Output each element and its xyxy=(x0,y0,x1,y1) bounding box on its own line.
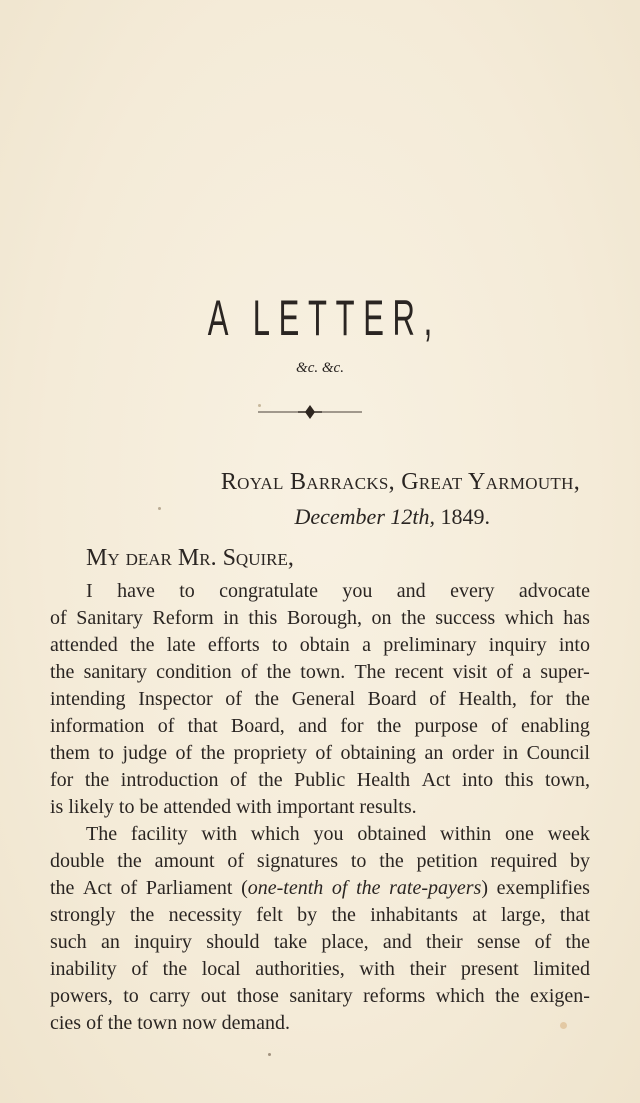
page-title: A LETTER, xyxy=(207,290,441,346)
body-line: such an inquiry should take place, and their sense of the xyxy=(50,931,590,953)
paper-speck xyxy=(258,404,261,407)
body-line: intending Inspector of the General Board of Health, for the xyxy=(50,688,590,710)
letter-date xyxy=(190,503,490,531)
body-line: the Act of Parliament (one-tenth of the rate-payers) exemplifies xyxy=(50,877,590,899)
paper-speck xyxy=(560,1022,567,1029)
body-line: strongly the necessity felt by the inhabitants at large, that xyxy=(50,904,590,926)
body-line: the sanitary condition of the town. The recent visit of a super- xyxy=(50,661,590,683)
salutation: My dear Mr. Squire, xyxy=(86,545,294,571)
paper-speck xyxy=(158,507,161,510)
body-line: of Sanitary Reform in this Borough, on the success which has xyxy=(50,607,590,629)
body-line: inability of the local authorities, with their present limited xyxy=(50,958,590,980)
body-line: them to judge of the propriety of obtaining an order in Council xyxy=(50,742,590,764)
paper-speck xyxy=(268,1053,271,1056)
letter-body xyxy=(50,578,590,1037)
body-line: The facility with which you obtained within one week xyxy=(86,823,590,845)
body-line: powers, to carry out those sanitary reforms which the exigen- xyxy=(50,985,590,1007)
body-line: double the amount of signatures to the petition required by xyxy=(50,850,590,872)
body-line: I have to congratulate you and every advocate xyxy=(86,580,590,602)
date-year: 1849. xyxy=(440,504,490,529)
letter-address: Royal Barracks, Great Yarmouth, xyxy=(220,469,580,495)
subtitle: &c. &c. xyxy=(296,360,344,376)
body-line: is likely to be attended with important results. xyxy=(50,796,417,818)
date-month-day: December 12th, xyxy=(294,504,435,529)
body-line: attended the late efforts to obtain a preliminary inquiry into xyxy=(50,634,590,656)
body-line: for the introduction of the Public Health Act into this town, xyxy=(50,769,590,791)
diamond-ornament-icon xyxy=(258,402,362,422)
body-line: cies of the town now demand. xyxy=(50,1012,290,1034)
body-line: information of that Board, and for the purpose of enabling xyxy=(50,715,590,737)
